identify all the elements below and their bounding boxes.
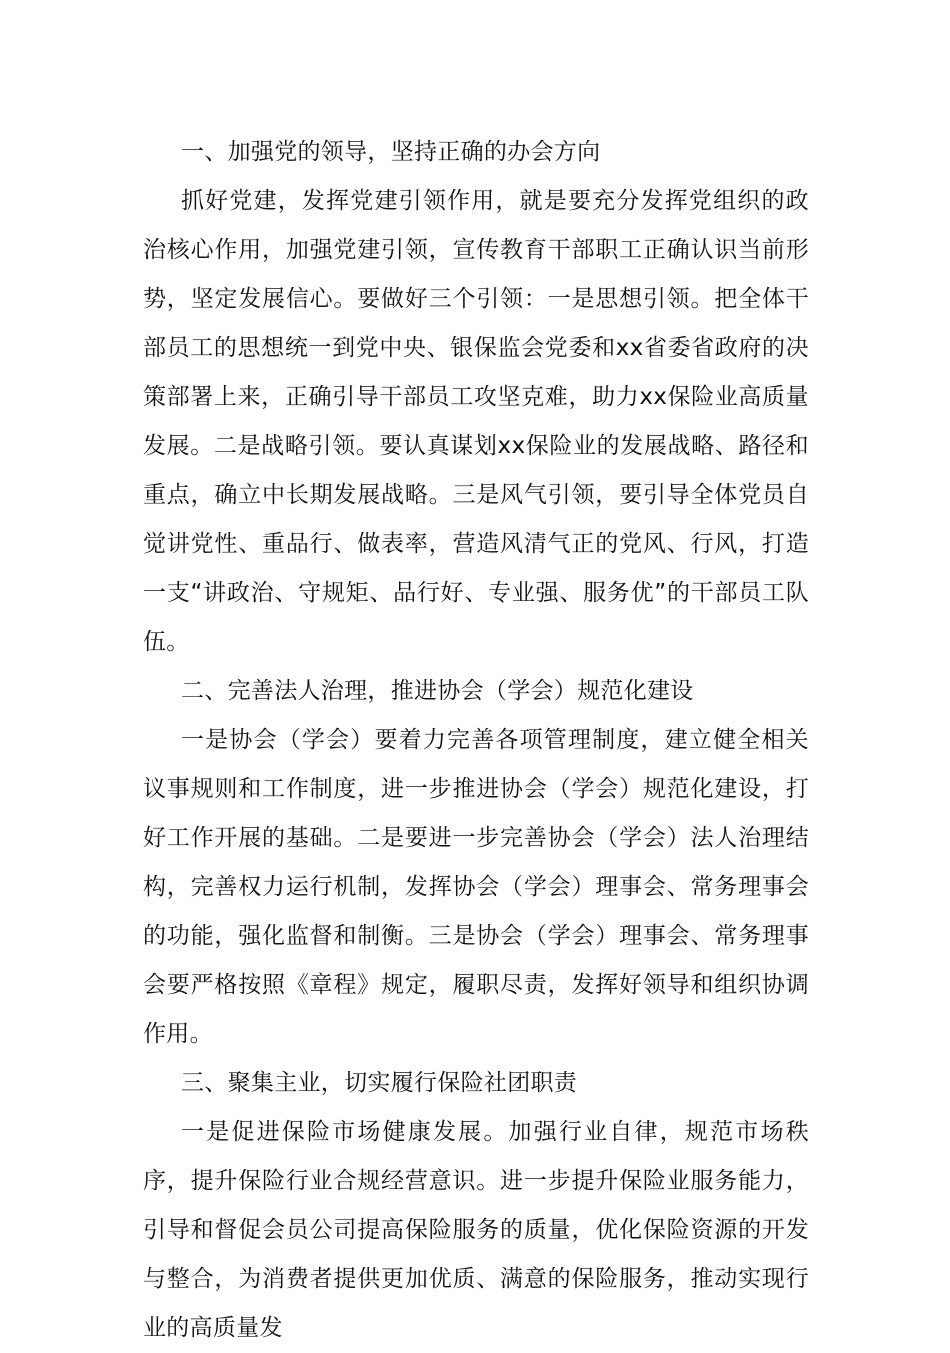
document-body bbox=[143, 128, 809, 1353]
section-heading-1: 一、加强党的领导，坚持正确的办会方向 bbox=[181, 139, 601, 165]
body-paragraph-3: 一是促进保险市场健康发展。加强行业自律，规范市场秩序，提升保险行业合规经营意识。进一步提升保险业服务能力，引导和督促会员公司提高保险服务的质量，优化保险资源的开发与整合，为消费者提供更加优质、满意的保险服务，推动实现行业的高质量发 bbox=[143, 1119, 809, 1341]
section-heading-2: 二、完善法人治理，推进协会（学会）规范化建设 bbox=[181, 678, 694, 704]
body-paragraph-1: 抓好党建，发挥党建引领作用，就是要充分发挥党组织的政治核心作用，加强党建引领，宣传教育干部职工正确认识当前形势，坚定发展信心。要做好三个引领：一是思想引领。把全体干部员工的思想统一到党中央、银保监会党委和xx省委省政府的决策部署上来，正确引导干部员工攻坚克难，助力xx保险业高质量发展。二是战略引领。要认真谋划xx保险业的发展战略、路径和重点，确立中长期发展战略。三是风气引领，要引导全体党员自觉讲党性、重品行、做表率，营造风清气正的党风、行风，打造一支“讲政治、守规矩、品行好、专业强、服务优”的干部员工队伍。 bbox=[143, 188, 809, 655]
section-heading-3: 三、聚集主业，切实履行保险社团职责 bbox=[181, 1070, 578, 1096]
body-paragraph-2: 一是协会（学会）要着力完善各项管理制度，建立健全相关议事规则和工作制度，进一步推进协会（学会）规范化建设，打好工作开展的基础。二是要进一步完善协会（学会）法人治理结构，完善权力运行机制，发挥协会（学会）理事会、常务理事会的功能，强化监督和制衡。三是协会（学会）理事会、常务理事会要严格按照《章程》规定，履职尽责，发挥好领导和组织协调作用。 bbox=[143, 727, 809, 1047]
